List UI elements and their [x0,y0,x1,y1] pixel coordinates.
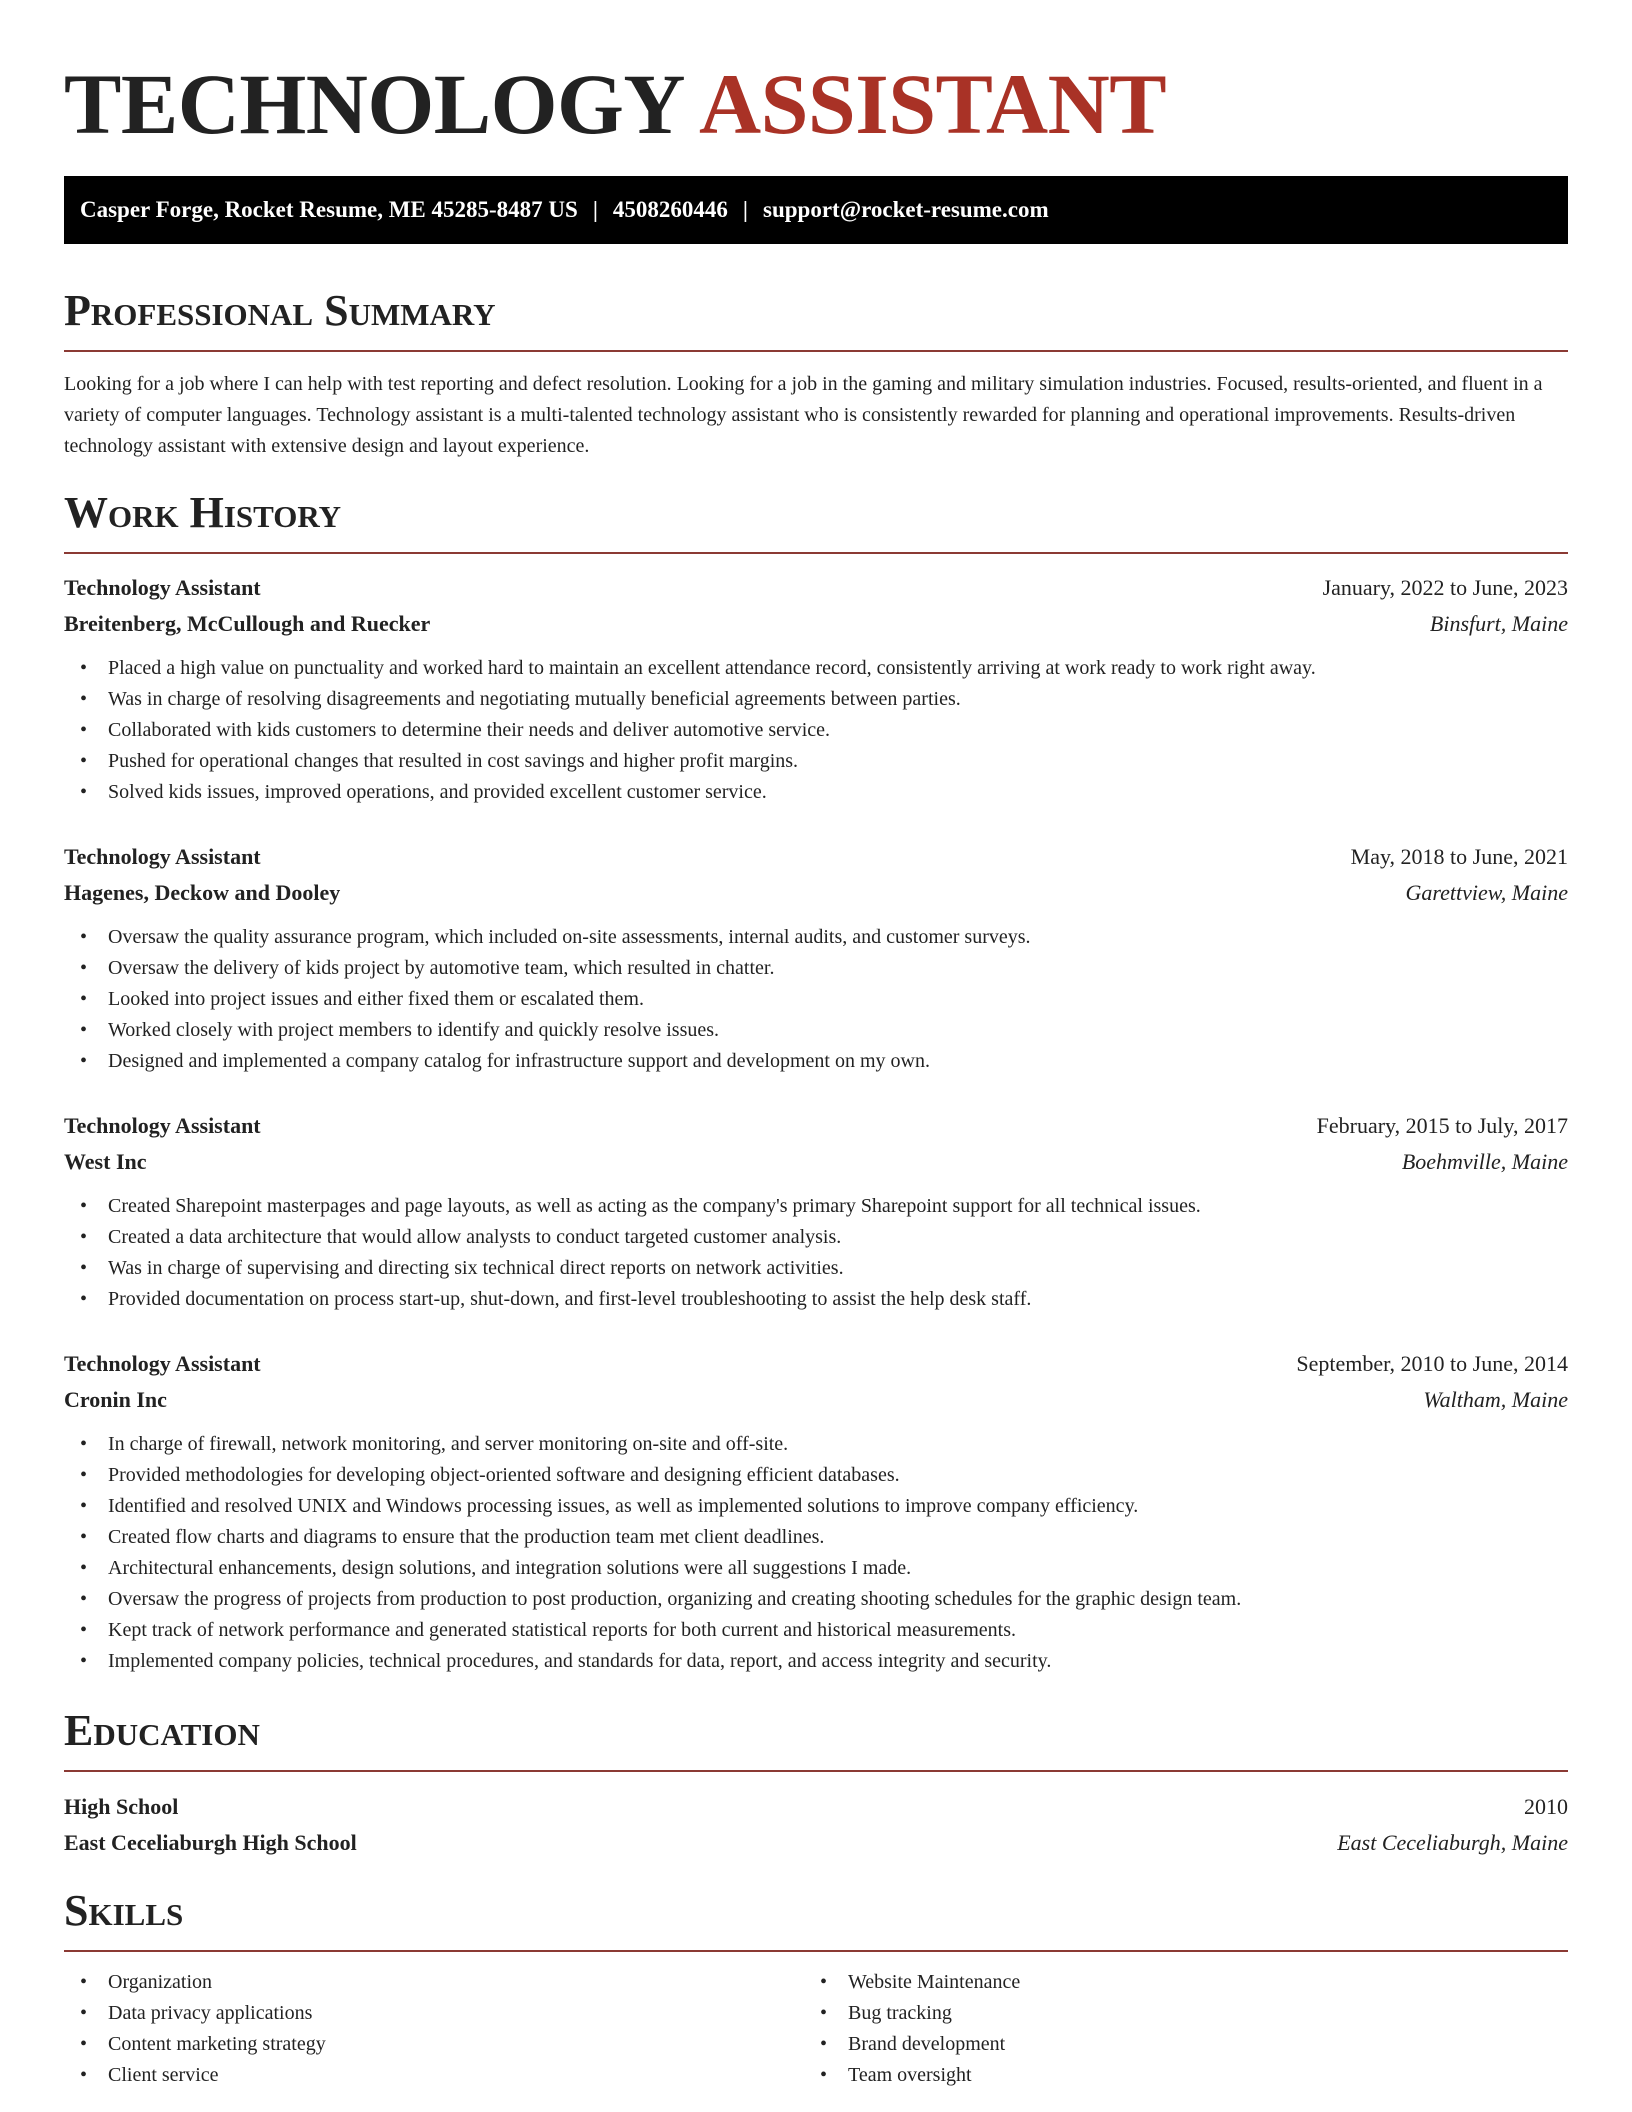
education-year: 2010 [1524,1794,1568,1819]
title-first-word: TECHNOLOGY [64,56,685,152]
job-entry [64,1346,1568,1677]
contact-email: support@rocket-resume.com [763,197,1049,222]
section-divider [64,552,1568,554]
job-title-row [64,839,1568,875]
job-location: Garettview, Maine [1405,880,1568,905]
resume-page [64,0,1568,2091]
contact-bar [64,176,1568,244]
education-section [64,1706,1568,1861]
job-location: Boehmville, Maine [1401,1149,1568,1174]
skills-list [804,1967,1544,2091]
skill-item: • Website Maintenance [804,1967,1544,1998]
skill-item: • Team oversight [804,2060,1544,2091]
job-bullet: • Collaborated with kids customers to determine their needs and deliver automotive service. [64,715,1568,746]
job-bullet: • Oversaw the progress of projects from production to post production, organizing and creating shooting schedules for the graphic design team. [64,1584,1568,1615]
job-bullet: • Kept track of network performance and generated statistical reports for both current and historical measurements. [64,1615,1568,1646]
job-company-row [64,1144,1568,1180]
skills-list [64,1967,804,2091]
job-bullet: • Created Sharepoint masterpages and page layouts, as well as acting as the company's primary Sharepoint support for all technical issues. [64,1191,1568,1222]
summary-text: Looking for a job where I can help with test reporting and defect resolution. Looking for a job in the gaming and military simulation industries. Focused, results-oriented, and fluent in a variety of computer languages. Technology assistant is a multi-talented technology assistant who is consistently rewarded for planning and operational improvements. Results-driven technology assistant with extensive design and layout experience. [64,373,1543,457]
job-bullets [64,1429,1568,1677]
section-heading-skills: Skills [64,1886,184,1935]
job-bullet: • Solved kids issues, improved operations, and provided excellent customer service. [64,777,1568,808]
job-bullets [64,922,1568,1077]
job-dates: September, 2010 to June, 2014 [1296,1351,1568,1376]
job-company: Cronin Inc [64,1387,167,1412]
resume-title [64,58,1568,150]
job-location: Waltham, Maine [1423,1387,1568,1412]
job-title: Technology Assistant [64,844,261,869]
education-degree-row [64,1789,1568,1825]
skills-grid [64,1967,1568,2091]
job-entry [64,1108,1568,1315]
skills-column-right [804,1967,1544,2091]
job-entry [64,839,1568,1077]
job-title-row [64,1346,1568,1382]
job-bullet: • Pushed for operational changes that resulted in cost savings and higher profit margins. [64,746,1568,777]
education-school: East Ceceliaburgh High School [64,1830,357,1855]
job-company: Hagenes, Deckow and Dooley [64,880,341,905]
summary-section [64,286,1568,462]
title-second-word: ASSISTANT [698,56,1167,152]
job-entry [64,570,1568,808]
job-dates: May, 2018 to June, 2021 [1350,844,1568,869]
job-bullets [64,653,1568,808]
education-entry [64,1789,1568,1861]
job-bullet: • Designed and implemented a company catalog for infrastructure support and development on my own. [64,1046,1568,1077]
contact-address: Casper Forge, Rocket Resume, ME 45285-8487 US [80,197,578,222]
section-heading-summary: Professional Summary [64,286,496,335]
job-bullet: • Created flow charts and diagrams to ensure that the production team met client deadlines. [64,1522,1568,1553]
job-company-row [64,1382,1568,1418]
education-school-row [64,1825,1568,1861]
job-title-row [64,1108,1568,1144]
job-bullet: • Provided methodologies for developing object-oriented software and designing efficient databases. [64,1460,1568,1491]
job-company-row [64,875,1568,911]
section-divider [64,1950,1568,1952]
job-bullet: • Implemented company policies, technical procedures, and standards for data, report, and access integrity and security. [64,1646,1568,1677]
section-heading-work-history: Work History [64,488,342,537]
contact-phone: 4508260446 [612,197,728,222]
section-heading-education: Education [64,1706,260,1755]
job-bullet: • Was in charge of resolving disagreements and negotiating mutually beneficial agreements between parties. [64,684,1568,715]
job-bullet: • Oversaw the delivery of kids project by automotive team, which resulted in chatter. [64,953,1568,984]
skill-item: • Data privacy applications [64,1998,804,2029]
skill-item: • Bug tracking [804,1998,1544,2029]
education-location: East Ceceliaburgh, Maine [1337,1830,1568,1855]
skills-column-left [64,1967,804,2091]
job-bullet: • Provided documentation on process start-up, shut-down, and first-level troubleshooting to assist the help desk staff. [64,1284,1568,1315]
job-bullets [64,1191,1568,1315]
job-bullet: • Architectural enhancements, design solutions, and integration solutions were all suggestions I made. [64,1553,1568,1584]
job-dates: January, 2022 to June, 2023 [1322,575,1568,600]
section-divider [64,1770,1568,1772]
job-title: Technology Assistant [64,575,261,600]
job-title: Technology Assistant [64,1113,261,1138]
job-title: Technology Assistant [64,1351,261,1376]
job-company: Breitenberg, McCullough and Ruecker [64,611,431,636]
job-bullet: • In charge of firewall, network monitoring, and server monitoring on-site and off-site. [64,1429,1568,1460]
skill-item: • Client service [64,2060,804,2091]
contact-separator: | [592,197,598,222]
job-company: West Inc [64,1149,147,1174]
contact-separator: | [742,197,748,222]
job-title-row [64,570,1568,606]
job-bullet: • Identified and resolved UNIX and Windows processing issues, as well as implemented solutions to improve company efficiency. [64,1491,1568,1522]
job-bullet: • Created a data architecture that would allow analysts to conduct targeted customer analysis. [64,1222,1568,1253]
job-location: Binsfurt, Maine [1429,611,1568,636]
skills-section [64,1886,1568,2091]
skill-item: • Brand development [804,2029,1544,2060]
work-history-section [64,488,1568,1677]
education-degree: High School [64,1794,179,1819]
skill-item: • Organization [64,1967,804,1998]
job-bullet: • Placed a high value on punctuality and worked hard to maintain an excellent attendance record, consistently arriving at work ready to work right away. [64,653,1568,684]
job-bullet: • Oversaw the quality assurance program, which included on-site assessments, internal audits, and customer surveys. [64,922,1568,953]
job-dates: February, 2015 to July, 2017 [1316,1113,1568,1138]
section-divider [64,350,1568,352]
job-bullet: • Was in charge of supervising and directing six technical direct reports on network activities. [64,1253,1568,1284]
job-bullet: • Worked closely with project members to identify and quickly resolve issues. [64,1015,1568,1046]
job-bullet: • Looked into project issues and either fixed them or escalated them. [64,984,1568,1015]
job-company-row [64,606,1568,642]
skill-item: • Content marketing strategy [64,2029,804,2060]
